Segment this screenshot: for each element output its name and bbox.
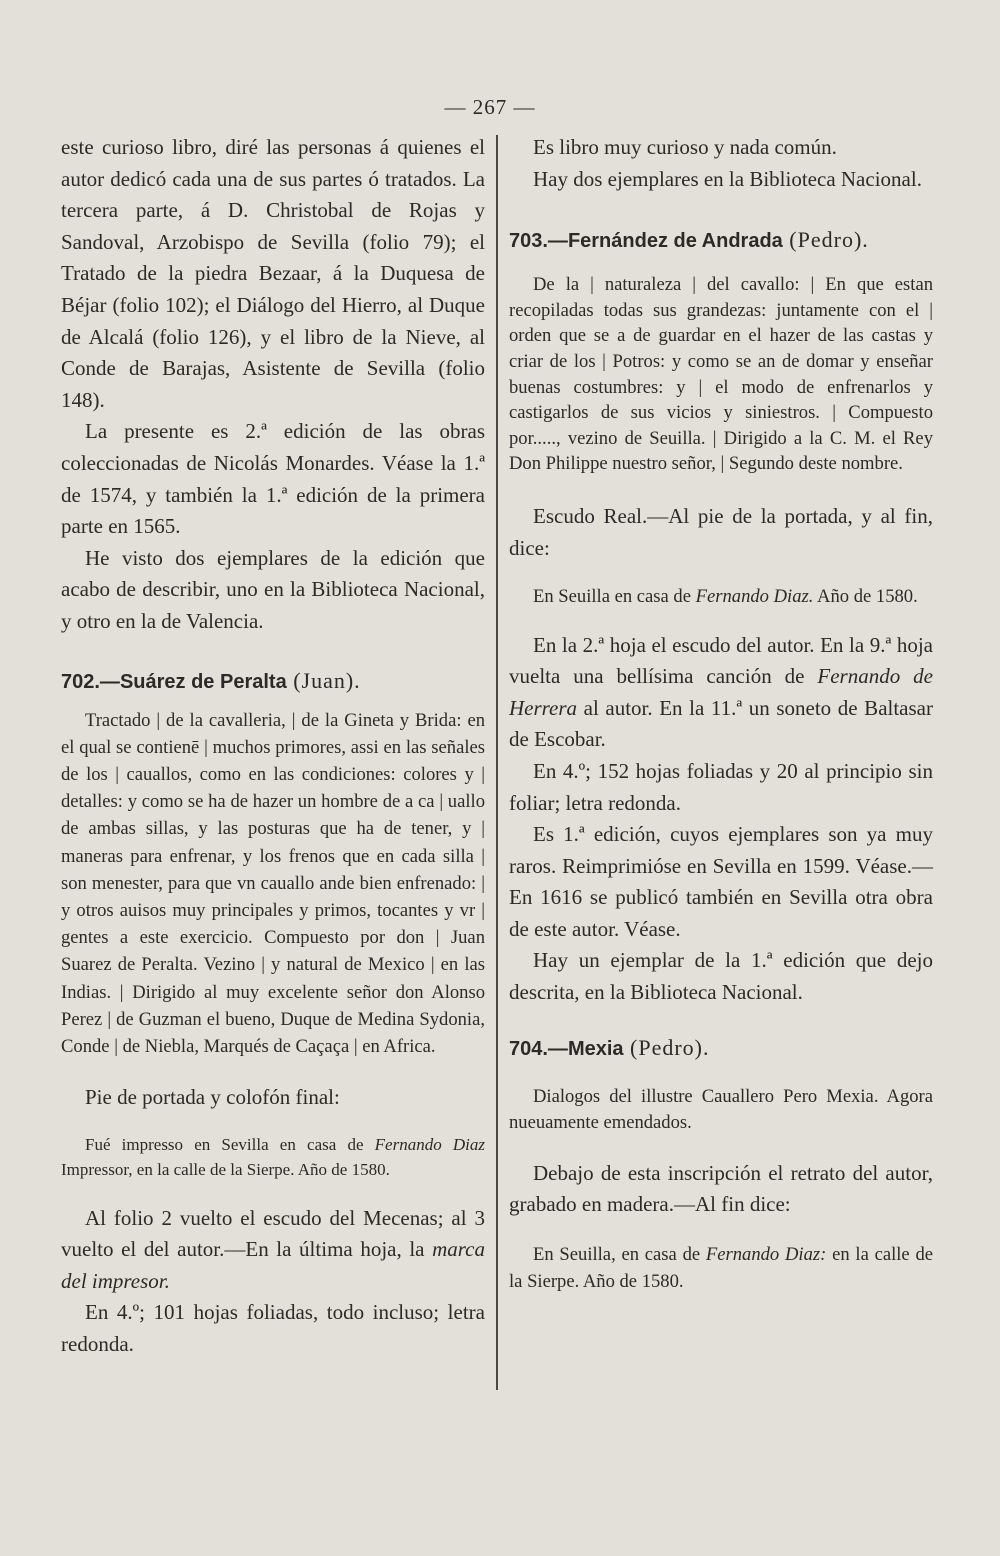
entry-heading-703	[509, 225, 933, 256]
colophon-transcription	[61, 1132, 485, 1183]
paragraph: En 4.º; 152 hojas foliadas y 20 al principio sin foliar; letra redonda.	[509, 758, 933, 815]
paragraph: Escudo Real.—Al pie de la portada, y al fin, dice:	[509, 503, 933, 560]
paragraph-text: En la 2.ª hoja el escudo del autor. En la 9.ª hoja vuelta una bellísima canción de	[509, 632, 933, 689]
paragraph: Hay un ejemplar de la 1.ª edición que dejo descrita, en la Biblioteca Nacional.	[509, 948, 933, 1005]
entry-author: Fernández de Andrada	[567, 230, 783, 253]
book-title-transcription: Tractado | de la cavalleria, | de la Gineta y Brida: en el qual se contienē | muchos primores, assi en las señales de los | cauallos, como en las condiciones: colores y | detalles: y como se ha de hazer un hombre de a ca | uallo de ambas sillas, y las posturas que ha de tener, y | maneras para enfrenar, y los frenos que en cada silla | son menester, para que vn cauallo ande bien enfrenado: | y otros auisos muy principales y primos, tocantes y vr | gentes a este exercicio. Compuesto por don | Juan Suarez de Peralta. Vezino | y natural de Mexico | en las Indias. | Dirigido al muy excelente señor don Alonso Perez | de Guzman el bueno, Duque de Medina Sydonia, Conde | de Niebla, Marqués de Caçaça | en Africa.	[61, 709, 485, 1057]
entry-given-name: (Pedro).	[782, 227, 869, 253]
imprint-text: En Seuilla en casa de	[533, 586, 696, 608]
paragraph: Es 1.ª edición, cuyos ejemplares son ya muy raros. Reimprimióse en Sevilla en 1599. Véase.—En 1616 se publicó también en Sevilla otra obra de este autor. Véase.	[509, 822, 933, 941]
entry-author: Mexia	[567, 1037, 624, 1060]
entry-number: 704.—	[509, 1037, 568, 1060]
entry-given-name: (Pedro).	[623, 1034, 710, 1060]
paragraph: Hay dos ejemplares en la Biblioteca Nacional.	[533, 166, 922, 191]
imprint-text: en la calle de la Sierpe. Año de 1580.	[509, 1243, 933, 1292]
paragraph: Pie de portada y colofón final:	[85, 1085, 340, 1110]
printer-name: Fernando Diaz	[374, 1134, 485, 1154]
paragraph: Es libro muy curioso y nada común.	[533, 135, 837, 159]
paragraph: En 4.º; 101 hojas foliadas, todo incluso; letra redonda.	[61, 1300, 485, 1356]
paragraph-text: al autor. En la 11.ª un soneto de Baltasar de Escobar.	[509, 695, 933, 752]
entry-heading-702	[61, 666, 485, 697]
imprint-transcription	[509, 584, 933, 609]
imprint-text: Año de 1580.	[813, 586, 918, 608]
paragraph-text: Al folio 2 vuelto el escudo del Mecenas; al 3 vuelto el del autor.—En la última hoja, la	[61, 1205, 485, 1262]
column-divider	[496, 135, 498, 1390]
entry-author: Suárez de Peralta	[119, 670, 287, 693]
printer-name: Fernando Diaz.	[695, 586, 814, 608]
paragraph-italic: marca del impresor.	[61, 1237, 485, 1293]
book-title-transcription: Dialogos del illustre Cauallero Pero Mexia. Agora nueuamente emendados.	[509, 1085, 933, 1133]
page-number: — 267 —	[444, 95, 536, 119]
entry-number: 702.—	[61, 670, 120, 693]
colophon-text: Fué impresso en Sevilla en casa de	[85, 1134, 375, 1154]
left-column	[61, 132, 485, 1361]
imprint-transcription	[509, 1241, 933, 1295]
paragraph-italic: Fernando de Herrera	[509, 664, 933, 720]
printer-name: Fernando Diaz:	[705, 1243, 827, 1265]
paragraph: He visto dos ejemplares de la edición que acabo de describir, uno en la Biblioteca Nacional, y otro en la de Valencia.	[61, 545, 485, 633]
entry-number: 703.—	[509, 230, 568, 253]
paragraph: Debajo de esta inscripción el retrato del autor, grabado en madera.—Al fin dice:	[509, 1160, 933, 1217]
paragraph: este curioso libro, diré las personas á quienes el autor dedicó cada una de sus partes ó tratados. La tercera parte, á D. Christobal de Rojas y Sandoval, Arzobispo de Sevilla (folio 79); el Tratado de la piedra Bezaar, á la Duquesa de Béjar (folio 102); el Diálogo del Hierro, al Duque de Alcalá (folio 126), y el libro de la Nieve, al Conde de Barajas, Asistente de Sevilla (folio 148).	[61, 135, 485, 412]
paragraph: La presente es 2.ª edición de las obras coleccionadas de Nicolás Monardes. Véase la 1.ª de 1574, y también la 1.ª edición de la primera parte en 1565.	[61, 419, 485, 539]
entry-heading-704	[509, 1033, 933, 1064]
entry-given-name: (Juan).	[286, 667, 361, 693]
paragraph	[509, 630, 933, 756]
book-title-transcription: De la | naturaleza | del cavallo: | En que estan recopiladas todas sus grandezas: juntamente con el | orden que se a de guardar en el hazer de las castas y criar de los | Potros: y como se an de domar y enseñar buenas costumbres: y | el modo de enfrenarlos y castigarlos de sus vicios y siniestros. | Compuesto por....., vezino de Seuilla. | Dirigido a la C. M. el Rey Don Philippe nuestro señor, | Segundo deste nombre.	[509, 274, 933, 475]
right-column	[509, 132, 933, 1295]
paragraph	[61, 1203, 485, 1298]
colophon-text: Impressor, en la calle de la Sierpe. Año de 1580.	[61, 1160, 390, 1180]
imprint-text: En Seuilla, en casa de	[533, 1243, 706, 1265]
